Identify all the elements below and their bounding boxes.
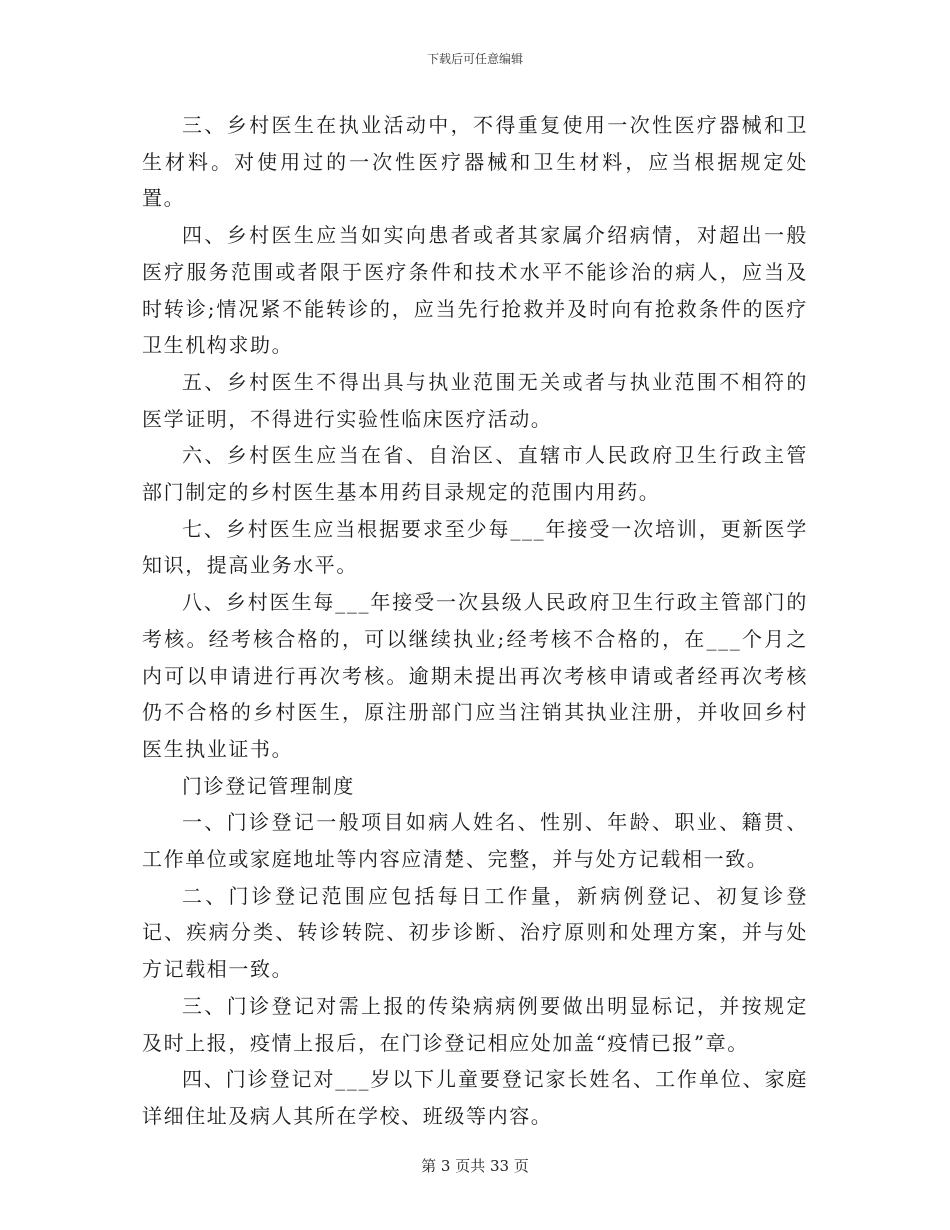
paragraph-outpatient-1: 一、门诊登记一般项目如病人姓名、性别、年龄、职业、籍贯、工作单位或家庭地址等内容应清楚、完整，并与处方记载相一致。: [142, 810, 808, 872]
paragraph-outpatient-4: 四、门诊登记对___岁以下儿童要登记家长姓名、工作单位、家庭详细住址及病人其所在学校、班级等内容。: [142, 1067, 808, 1128]
paragraph-rule-6: 六、乡村医生应当在省、自治区、直辖市人民政府卫生行政主管部门制定的乡村医生基本用药目录规定的范围内用药。: [142, 443, 808, 505]
document-body: [142, 107, 808, 1135]
paragraph-rule-4: 四、乡村医生应当如实向患者或者其家属介绍病情，对超出一般医疗服务范围或者限于医疗条件和技术水平不能诊治的病人，应当及时转诊;情况紧不能转诊的，应当先行抢救并及时向有抢救条件的医疗卫生机构求助。: [142, 223, 808, 358]
page-footer: 第 3 页共 33 页: [421, 1157, 529, 1175]
page-header: 下载后可任意编辑: [426, 52, 523, 66]
section-title: 门诊登记管理制度: [182, 773, 355, 798]
paragraph-outpatient-2: 二、门诊登记范围应包括每日工作量，新病例登记、初复诊登记、疾病分类、转诊转院、初步诊断、治疗原则和处理方案，并与处方记载相一致。: [142, 883, 808, 982]
paragraph-rule-5: 五、乡村医生不得出具与执业范围无关或者与执业范围不相符的医学证明，不得进行实验性临床医疗活动。: [142, 369, 808, 431]
paragraph-outpatient-3: 三、门诊登记对需上报的传染病病例要做出明显标记，并按规定及时上报，疫情上报后，在门诊登记相应处加盖“疫情已报”章。: [142, 993, 808, 1055]
paragraph-rule-8: 八、乡村医生每___年接受一次县级人民政府卫生行政主管部门的考核。经考核合格的，可以继续执业;经考核不合格的，在___个月之内可以申请进行再次考核。逾期未提出再次考核申请或者经再次考核仍不合格的乡村医生，原注册部门应当注销其执业注册，并收回乡村医生执业证书。: [142, 590, 808, 761]
paragraph-rule-3: 三、乡村医生在执业活动中，不得重复使用一次性医疗器械和卫生材料。对使用过的一次性医疗器械和卫生材料，应当根据规定处置。: [142, 113, 808, 211]
paragraph-rule-7: 七、乡村医生应当根据要求至少每___年接受一次培训，更新医学知识，提高业务水平。: [142, 516, 808, 578]
